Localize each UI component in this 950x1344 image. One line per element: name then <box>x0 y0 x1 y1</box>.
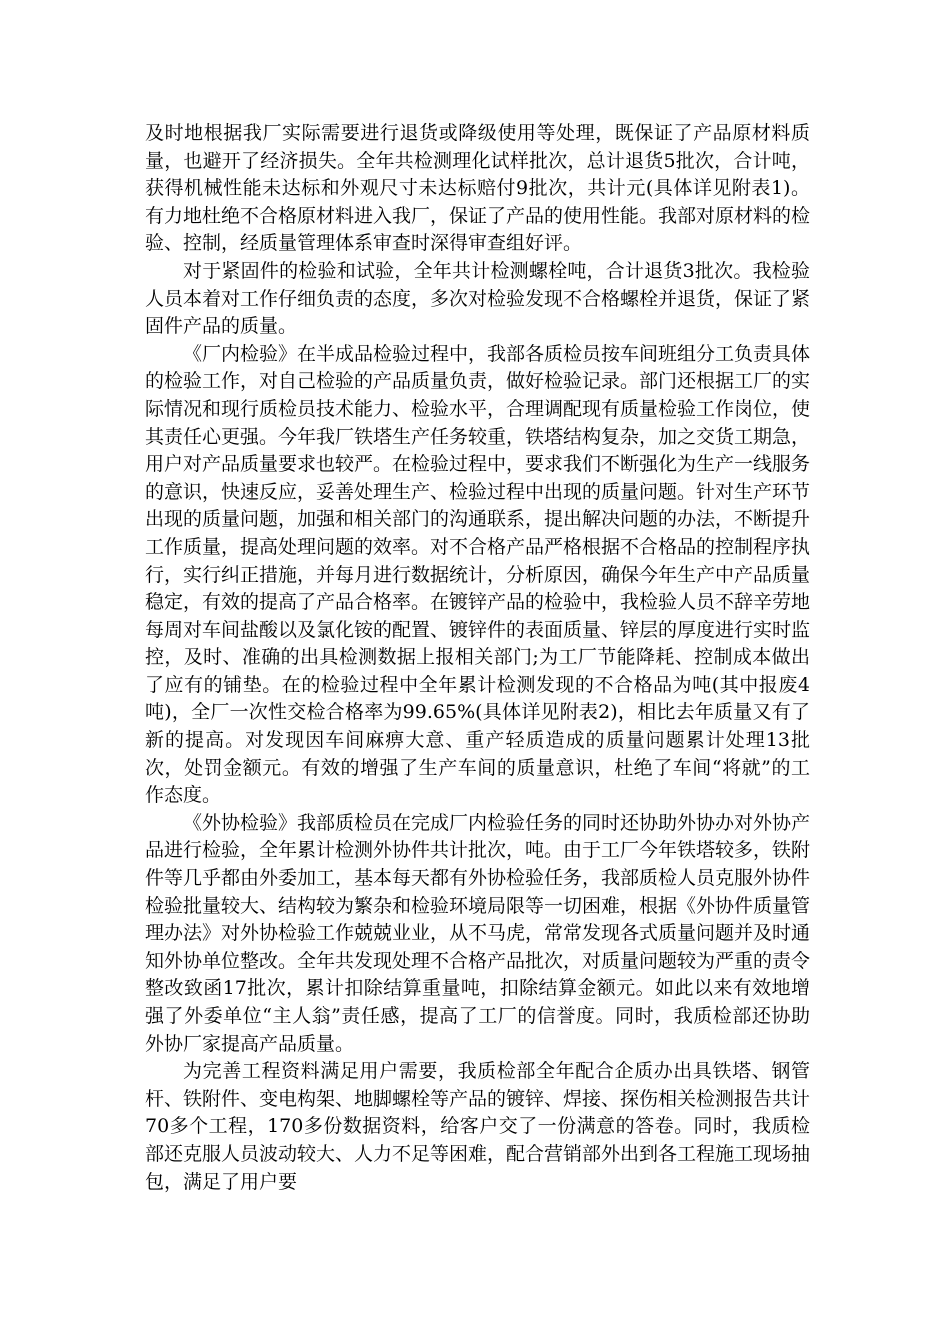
body-text <box>145 120 810 1196</box>
paragraph-engineering-data: 为完善工程资料满足用户需要，我质检部全年配合企质办出具铁塔、钢管杆、铁附件、变电构架、地脚螺栓等产品的镀锌、焊接、探伤相关检测报告共计70多个工程，170多份数据资料，给客户交了一份满意的答卷。同时，我质检部还克服人员波动较大、人力不足等困难，配合营销部外出到各工程施工现场抽包，满足了用户要 <box>145 1060 811 1193</box>
paragraph-in-plant-inspection: 《厂内检验》在半成品检验过程中，我部各质检员按车间班组分工负责具体的检验工作，对自己检验的产品质量负责，做好检验记录。部门还根据工厂的实际情况和现行质检员技术能力、检验水平，合理调配现有质量检验工作岗位，使其责任心更强。今年我厂铁塔生产任务较重，铁塔结构复杂，加之交货工期急，用户对产品质量要求也较严。在检验过程中，要求我们不断强化为生产一线服务的意识，快速反应，妥善处理生产、检验过程中出现的质量问题。针对生产环节出现的质量问题，加强和相关部门的沟通联系，提出解决问题的办法，不断提升工作质量，提高处理问题的效率。对不合格产品严格根据不合格品的控制程序执行，实行纠正措施，并每月进行数据统计，分析原因，确保今年生产中产品质量稳定，有效的提高了产品合格率。在镀锌产品的检验中，我检验人员不辞辛劳地每周对车间盐酸以及氯化铵的配置、镀锌件的表面质量、锌层的厚度进行实时监控，及时、准确的出具检测数据上报相关部门;为工厂节能降耗、控制成本做出了应有的铺垫。在的检验过程中全年累计检测发现的不合格品为吨(其中报废4吨)，全厂一次性交检合格率为99.65%(具体详见附表2)，相比去年质量又有了新的提高。对发现因车间麻痹大意、重产轻质造成的质量问题累计处理13批次，处罚金额元。有效的增强了生产车间的质量意识，杜绝了车间“将就”的工作态度。 <box>145 342 811 807</box>
paragraph-raw-materials: 及时地根据我厂实际需要进行退货或降级使用等处理，既保证了产品原材料质量，也避开了经济损失。全年共检测理化试样批次，总计退货5批次，合计吨，获得机械性能未达标和外观尺寸未达标赔付9批次，共计元(具体详见附表1)。有力地杜绝不合格原材料进入我厂，保证了产品的使用性能。我部对原材料的检验、控制，经质量管理体系审查时深得审查组好评。 <box>145 122 811 255</box>
paragraph-outsourced-inspection: 《外协检验》我部质检员在完成厂内检验任务的同时还协助外协办对外协产品进行检验，全年累计检测外协件共计批次，吨。由于工厂今年铁塔较多，铁附件等几乎都由外委加工，基本每天都有外协检验任务，我部质检人员克服外协件检验批量较大、结构较为繁杂和检验环境局限等一切困难，根据《外协件质量管理办法》对外协检验工作兢兢业业，从不马虎，常常发现各式质量问题并及时通知外协单位整改。全年共发现处理不合格产品批次，对质量问题较为严重的责令整改致函17批次，累计扣除结算重量吨，扣除结算金额元。如此以来有效地增强了外委单位“主人翁”责任感，提高了工厂的信誉度。同时，我质检部还协助外协厂家提高产品质量。 <box>145 811 811 1055</box>
paragraph-fasteners: 对于紧固件的检验和试验，全年共计检测螺栓吨，合计退货3批次。我检验人员本着对工作仔细负责的态度，多次对检验发现不合格螺栓并退货，保证了紧固件产品的质量。 <box>145 259 811 338</box>
